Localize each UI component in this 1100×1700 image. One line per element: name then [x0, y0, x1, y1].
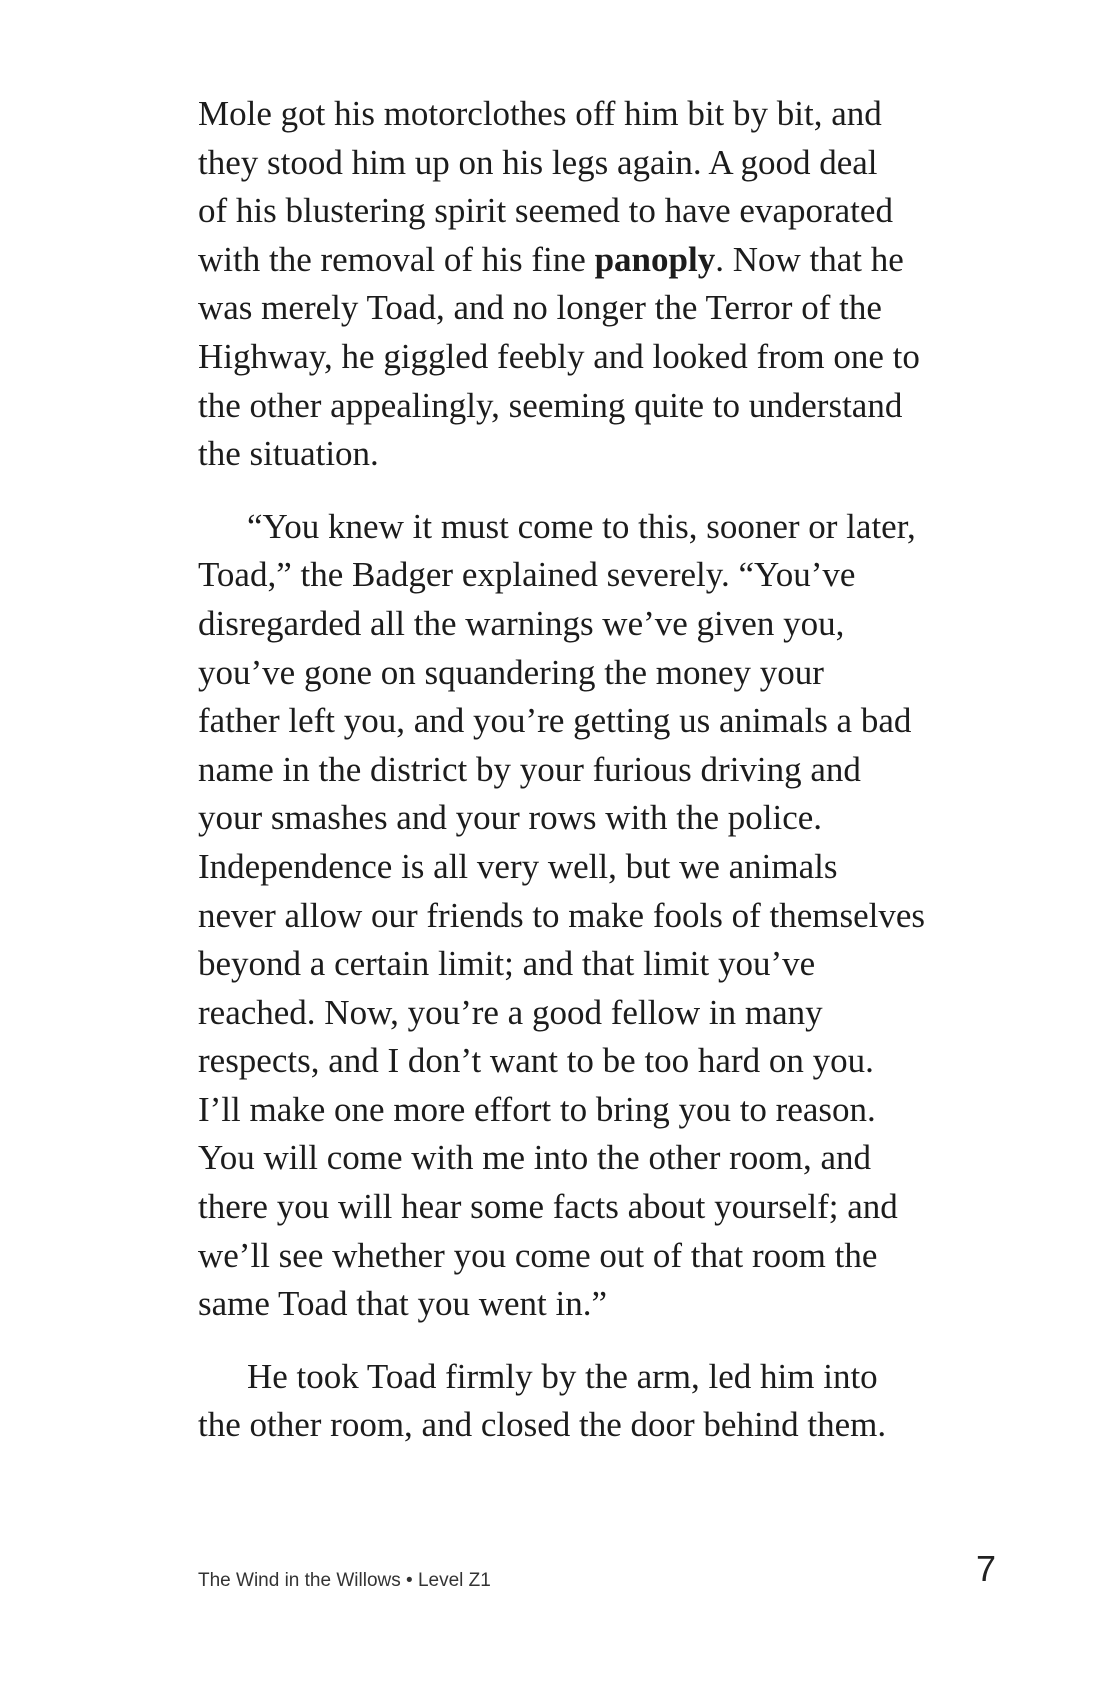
page-number: 7: [975, 1548, 996, 1589]
text-line: your smashes and your rows with the police.: [198, 798, 823, 838]
story-text: [198, 90, 998, 1450]
text-line: “You knew it must come to this, sooner or later,: [247, 506, 916, 546]
paragraph-3: [198, 1353, 998, 1450]
text-line: never allow our friends to make fools of themselves: [198, 895, 926, 935]
footer-book-info: The Wind in the Willows • Level Z1: [198, 1570, 491, 1591]
text-line: you’ve gone on squandering the money your: [198, 652, 824, 692]
text-segment: with the removal of his fine: [198, 239, 595, 279]
text-line: father left you, and you’re getting us animals a bad: [198, 701, 912, 741]
text-line: respects, and I don’t want to be too hard on you.: [198, 1041, 874, 1081]
text-line: the situation.: [198, 434, 379, 474]
text-line: [198, 236, 998, 285]
text-line: of his blustering spirit seemed to have evaporated: [198, 191, 893, 231]
text-line: Highway, he giggled feebly and looked from one to: [198, 336, 920, 376]
text-line: Independence is all very well, but we animals: [198, 846, 838, 886]
vocabulary-word: panoply: [594, 239, 716, 279]
paragraph-2: [198, 503, 998, 1329]
text-line: we’ll see whether you come out of that room the: [198, 1235, 878, 1275]
text-segment: . Now that he: [715, 239, 904, 279]
paragraph-1: [198, 90, 998, 479]
text-line: was merely Toad, and no longer the Terror of the: [198, 288, 882, 328]
text-line: I’ll make one more effort to bring you to reason.: [198, 1089, 876, 1129]
text-line: the other appealingly, seeming quite to understand: [198, 385, 903, 425]
text-line: same Toad that you went in.”: [198, 1284, 608, 1324]
text-line: name in the district by your furious driving and: [198, 749, 861, 789]
text-line: there you will hear some facts about yourself; and: [198, 1187, 898, 1227]
text-line: they stood him up on his legs again. A good deal: [198, 142, 878, 182]
text-line: disregarded all the warnings we’ve given you,: [198, 603, 845, 643]
text-line: He took Toad firmly by the arm, led him into: [247, 1356, 878, 1396]
text-line: You will come with me into the other room, and: [198, 1138, 872, 1178]
text-line: reached. Now, you’re a good fellow in many: [198, 992, 823, 1032]
text-line: Mole got his motorclothes off him bit by bit, and: [198, 94, 882, 133]
text-line: Toad,” the Badger explained severely. “You’ve: [198, 555, 856, 595]
text-line: beyond a certain limit; and that limit you’ve: [198, 944, 816, 984]
text-line: the other room, and closed the door behind them.: [198, 1405, 887, 1445]
